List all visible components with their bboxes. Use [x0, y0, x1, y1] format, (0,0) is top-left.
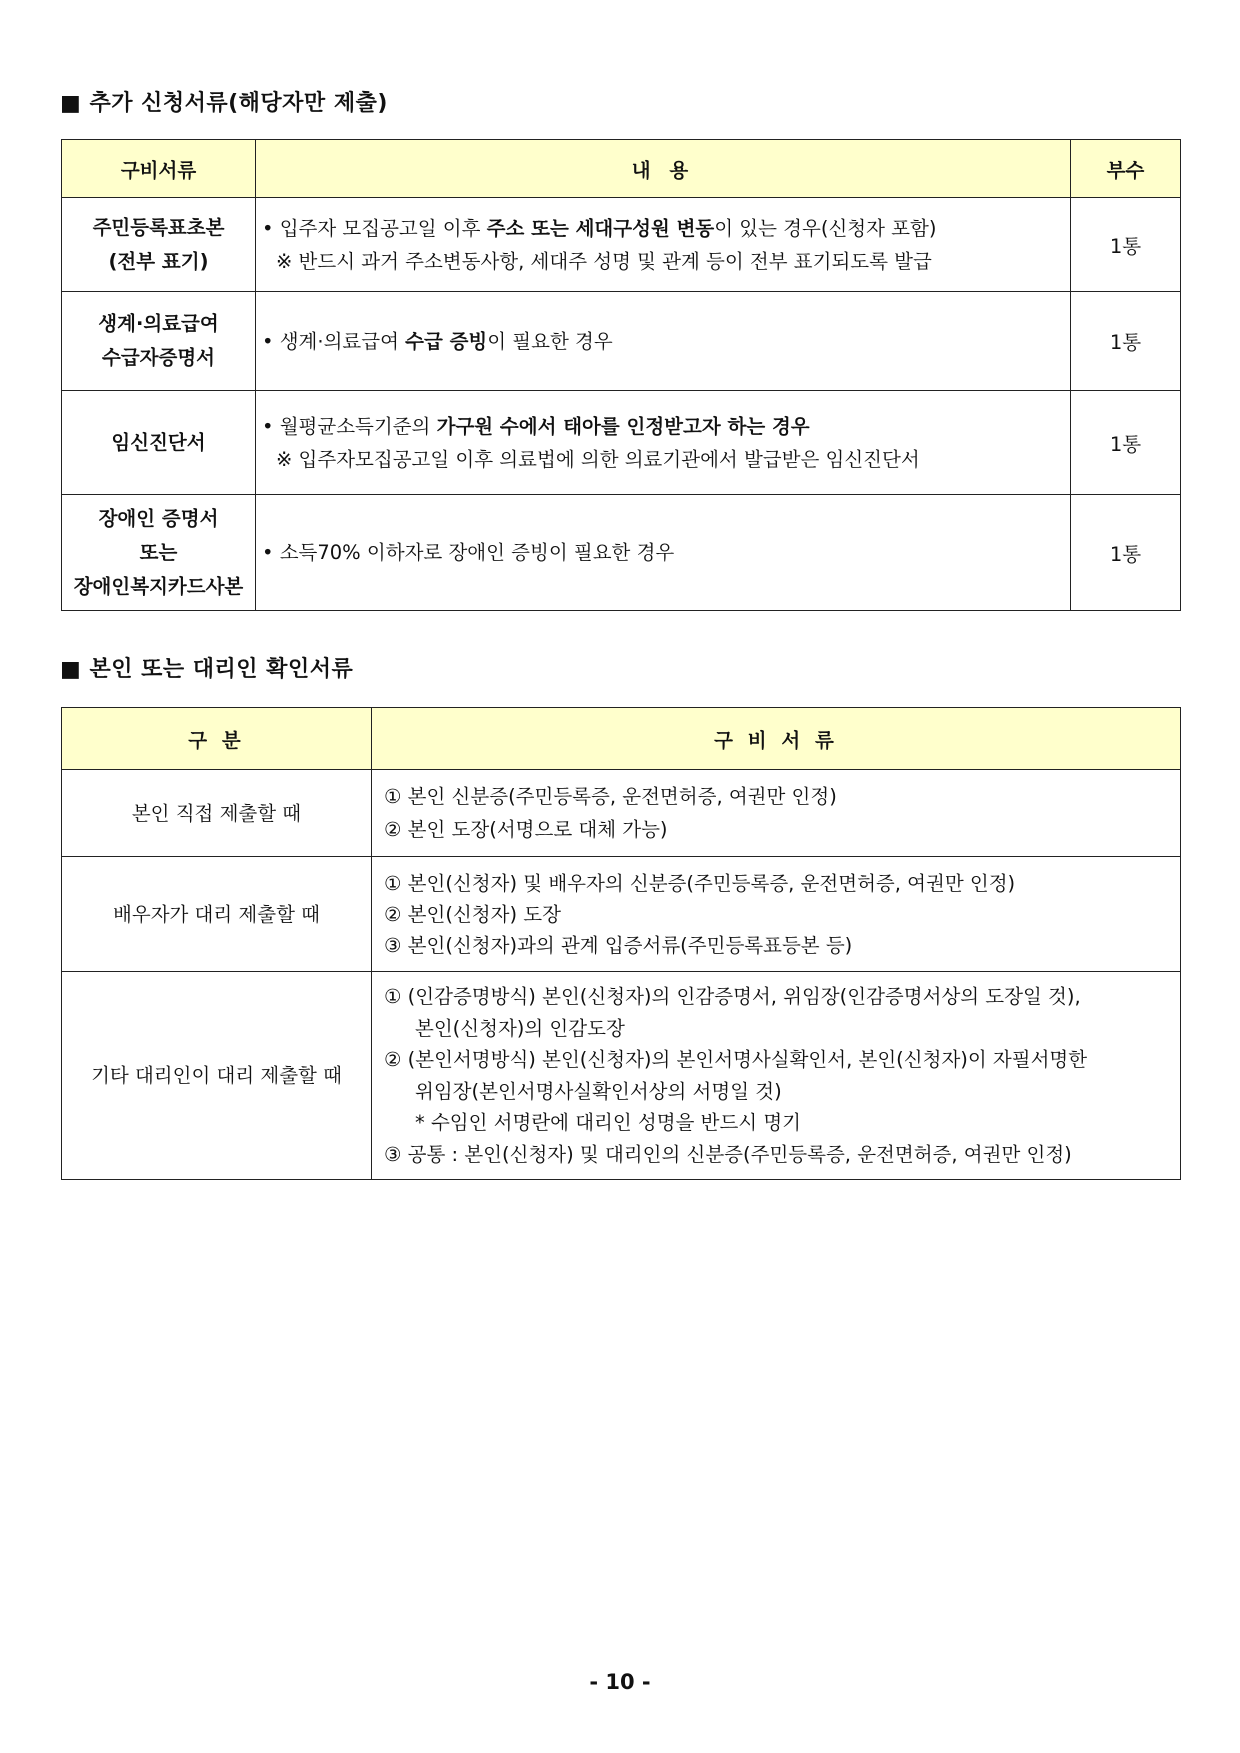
name-line: 장애인복지카드사본: [73, 574, 244, 598]
document-count: 1통: [1071, 292, 1181, 391]
table-row: [62, 495, 1181, 611]
column-header: 부수: [1071, 140, 1181, 198]
document-line: ② 본인 도장(서명으로 대체 가능): [384, 818, 668, 841]
column-header: 구 분: [62, 708, 372, 770]
identity-documents-table: [61, 707, 1181, 1180]
document-line: 위임장(본인서명사실확인서상의 서명일 것): [415, 1079, 782, 1103]
table-row: [62, 857, 1181, 972]
table-row: [62, 198, 1181, 292]
section-title-identity-documents: ■ 본인 또는 대리인 확인서류: [60, 657, 354, 682]
document-name: [62, 198, 256, 292]
document-name: [62, 391, 256, 495]
description-line: • 생계·의료급여 수급 증빙이 필요한 경우: [262, 329, 613, 353]
document-line: ③ 공통 : 본인(신청자) 및 대리인의 신분증(주민등록증, 운전면허증, 여권만 인정): [384, 1142, 1072, 1166]
table-header-row: [62, 140, 1181, 198]
document-line: ① 본인(신청자) 및 배우자의 신분증(주민등록증, 운전면허증, 여권만 인정): [384, 871, 1016, 895]
document-name: [62, 292, 256, 391]
submitter-type: 본인 직접 제출할 때: [62, 770, 372, 857]
description-note: ※ 반드시 과거 주소변동사항, 세대주 성명 및 관계 등이 전부 표기되도록 발급: [276, 249, 932, 273]
table-row: [62, 292, 1181, 391]
document-description: [256, 198, 1071, 292]
column-header: 구 비 서 류: [372, 708, 1181, 770]
name-line: 주민등록표초본: [92, 215, 225, 239]
document-description: [256, 391, 1071, 495]
required-documents: [372, 770, 1181, 857]
table-header-row: [62, 708, 1181, 770]
document-description: [256, 495, 1071, 611]
document-line: ③ 본인(신청자)과의 관계 입증서류(주민등록표등본 등): [384, 933, 853, 957]
document-line: * 수임인 서명란에 대리인 성명을 반드시 명기: [415, 1111, 802, 1134]
document-count: 1통: [1071, 495, 1181, 611]
document-description: [256, 292, 1071, 391]
description-line: • 입주자 모집공고일 이후 주소 또는 세대구성원 변동이 있는 경우(신청자 포함): [262, 216, 937, 240]
table-row: [62, 391, 1181, 495]
required-documents: [372, 972, 1181, 1180]
document-count: 1통: [1071, 198, 1181, 292]
document-name: [62, 495, 256, 611]
page-number: - 10 -: [589, 1670, 651, 1694]
description-note: ※ 입주자모집공고일 이후 의료법에 의한 의료기관에서 발급받은 임신진단서: [276, 447, 920, 471]
name-line: 임신진단서: [111, 430, 206, 454]
column-header: 내 용: [256, 140, 1071, 198]
table-row: [62, 972, 1181, 1180]
name-line: (전부 표기): [108, 249, 209, 273]
additional-documents-table: [61, 139, 1181, 611]
submitter-type: 기타 대리인이 대리 제출할 때: [62, 972, 372, 1180]
document-line: ① 본인 신분증(주민등록증, 운전면허증, 여권만 인정): [384, 785, 837, 808]
document-count: 1통: [1071, 391, 1181, 495]
name-line: 또는: [139, 540, 178, 564]
name-line: 장애인 증명서: [98, 506, 219, 530]
section-title-additional-documents: ■ 추가 신청서류(해당자만 제출): [60, 91, 388, 116]
required-documents: [372, 857, 1181, 972]
column-header: 구비서류: [62, 140, 256, 198]
document-line: ② (본인서명방식) 본인(신청자)의 본인서명사실확인서, 본인(신청자)이 자필서명한: [384, 1048, 1088, 1071]
description-line: • 소득70% 이하자로 장애인 증빙이 필요한 경우: [262, 541, 675, 564]
document-line: ① (인감증명방식) 본인(신청자)의 인감증명서, 위임장(인감증명서상의 도장일 것),: [384, 985, 1081, 1008]
name-line: 생계·의료급여: [98, 312, 219, 335]
table-row: [62, 770, 1181, 857]
name-line: 수급자증명서: [101, 346, 216, 369]
description-line: • 월평균소득기준의 가구원 수에서 태아를 인정받고자 하는 경우: [262, 414, 810, 438]
document-line: 본인(신청자)의 인감도장: [415, 1016, 625, 1040]
document-line: ② 본인(신청자) 도장: [384, 902, 561, 926]
submitter-type: 배우자가 대리 제출할 때: [62, 857, 372, 972]
